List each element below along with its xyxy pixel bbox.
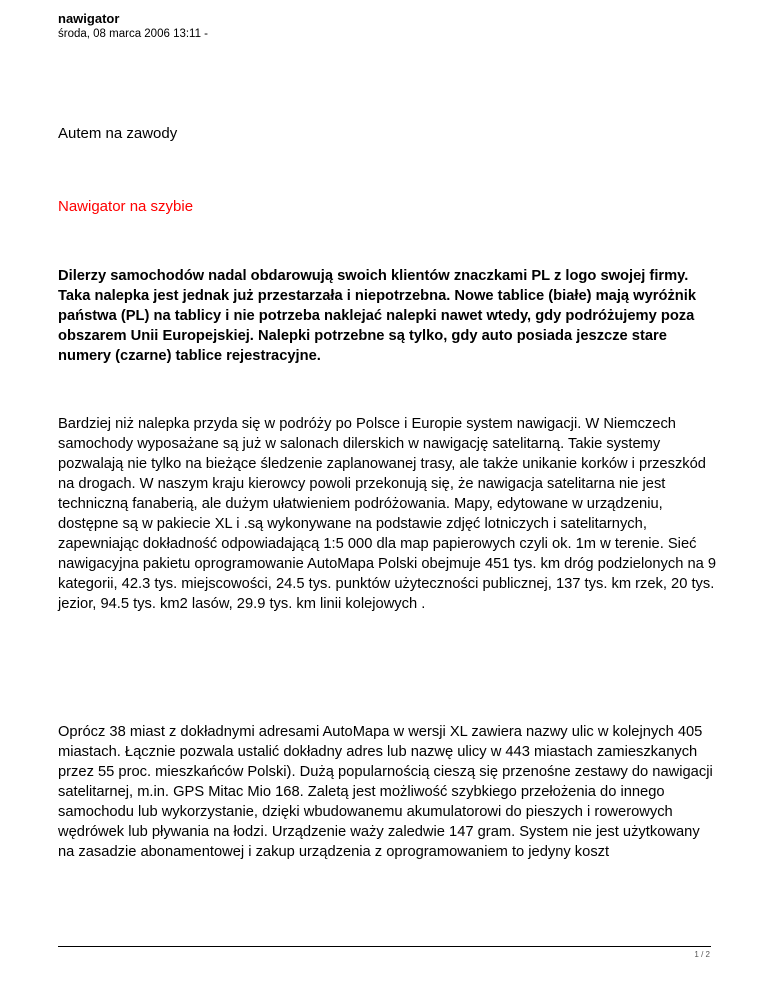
article-paragraph-2: Oprócz 38 miast z dokładnymi adresami AutoMapa w wersji XL zawiera nazwy ulic w kolejnych 405 miastach. Łącznie pozwala ustalić dokładny adres lub nazwę ulicy w 443 miastach zamieszkanych przez 55 proc. mieszkańców Polski). Dużą popularnością cieszą się przenośne zestawy do nawigacji satelitarnej, m.in. GPS Mitac Mio 168. Zaletą jest możliwość szybkiego przełożenia do innego samochodu lub wykorzystanie, dzięki wbudowanemu akumulatorowi do pieszych i rowerowych wędrówek lub pływania na łodzi. Urządzenie waży zaledwie 147 gram. System nie jest użytkowany na zasadzie abonamentowej i zakup urządzenia z oprogramowaniem to jedyny koszt	[58, 724, 713, 860]
article-paragraph-1: Bardziej niż nalepka przyda się w podróży po Polsce i Europie system nawigacji. W Niemczech samochody wyposażane są już w salonach dilerskich w nawigację satelitarną. Takie systemy pozwalają nie tylko na bieżące śledzenie zaplanowanej trasy, ale także unikanie korków i przeszkód na drogach. W naszym kraju kierowcy powoli przekonują się, że nawigacja satelitarna nie jest techniczną fanaberią, ale dużym ułatwieniem podróżowania. Mapy, edytowane w urządzeniu, dostępne są w pakiecie XL i .są wykonywane na podstawie zdjęć lotniczych i satelitarnych, zapewniając dokładność odpowiadającą 1:5 000 dla map papierowych czyli ok. 1m w terenie. Sieć nawigacyjna pakietu oprogramowanie AutoMapa Polski obejmuje 451 tys. km dróg podzielonych na 9 kategorii, 42.3 tys. miejscowości, 24.5 tys. punktów użyteczności publicznej, 137 tys. km rzek, 20 tys. jezior, 94.5 tys. km2 lasów, 29.9 tys. km linii kolejowych .	[58, 416, 717, 612]
page-header	[58, 10, 208, 42]
article-subtitle: Nawigator na szybie	[58, 198, 194, 215]
page-number: 1 / 2	[694, 950, 710, 959]
site-name: nawigator	[58, 11, 120, 26]
article-lead: Dilerzy samochodów nadal obdarowują swoich klientów znaczkami PL z logo swojej firmy. Taka nalepka jest jednak już przestarzała i niepotrzebna. Nowe tablice (białe) mają wyróżnik państwa (PL) na tablicy i nie potrzeba naklejać nalepki nawet wtedy, gdy podróżujemy poza obszarem Unii Europejskiej. Nalepki potrzebne są tylko, gdy auto posiada jeszcze stare numery (czarne) tablice rejestracyjne.	[58, 268, 697, 364]
post-date: środa, 08 marca 2006 13:11 -	[58, 28, 209, 40]
article-title: Autem na zawody	[58, 125, 178, 142]
footer-divider	[58, 946, 711, 947]
